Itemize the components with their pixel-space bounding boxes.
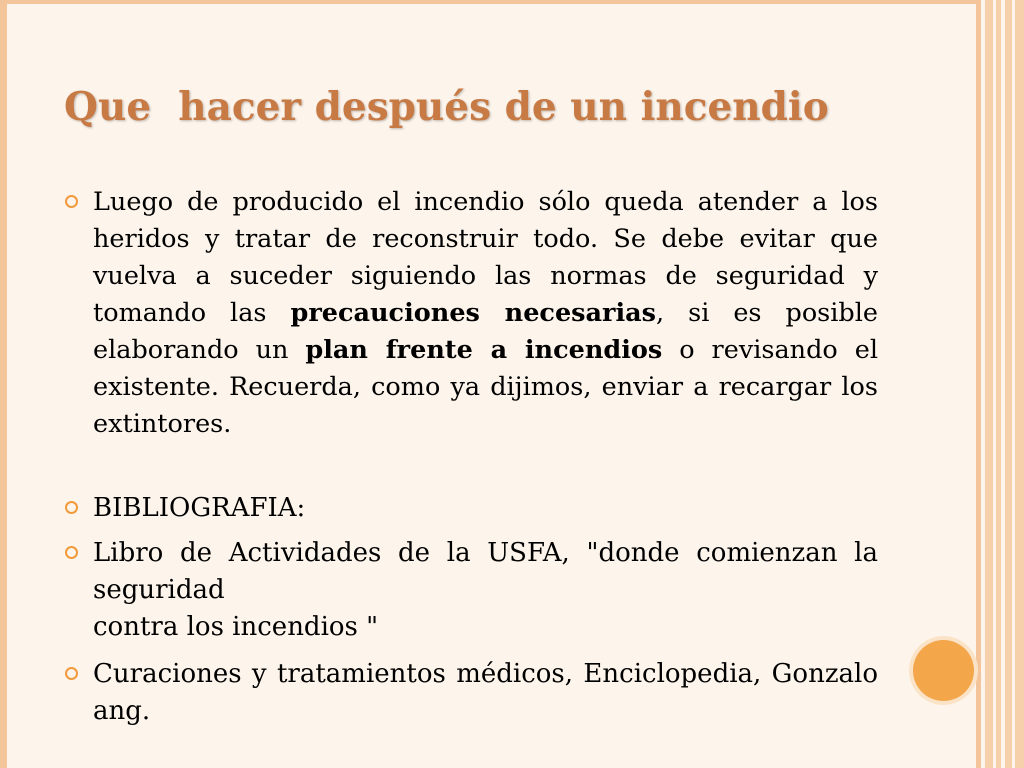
decorative-stripe — [1015, 0, 1024, 768]
slide-title: Que hacer después de un incendio — [64, 84, 829, 130]
bullet-marker-icon — [65, 667, 78, 680]
paragraph-text-3: o revisando el existente. Recuerda, como ya dijimos, enviar a recargar los extintores. — [93, 335, 878, 439]
paragraph-text-1: Luego de producido el incendio sólo queda atender a los heridos y tratar de reconstruir todo. Se debe evitar que vuelva a suceder siguiendo las normas de seguridad y tomando las — [93, 187, 878, 328]
bibliography-entry-1-line-2: contra los incendios " — [93, 612, 379, 642]
bullet-marker-icon — [65, 546, 78, 559]
bibliography-entry-1-line-1: Libro de Actividades de la USFA, "donde comienzan la seguridad — [93, 538, 878, 605]
paragraph-bold-precautions: precauciones necesarias — [290, 298, 657, 328]
bibliography-entry-1 — [64, 535, 878, 646]
decorative-circle — [913, 640, 974, 701]
slide-content — [64, 184, 878, 730]
bibliography-entry-2-text: Curaciones y tratamientos médicos, Enciclopedia, Gonzalo ang. — [93, 659, 878, 726]
bibliography-heading-text: BIBLIOGRAFIA: — [93, 493, 306, 523]
bibliography-entry-2 — [64, 656, 878, 730]
paragraph-bold-plan: plan frente a incendios — [305, 335, 663, 365]
spacer — [64, 443, 878, 490]
bullet-paragraph — [64, 184, 878, 443]
left-border — [0, 0, 7, 768]
top-border — [0, 0, 978, 4]
bullet-marker-icon — [65, 501, 78, 514]
bibliography-heading — [64, 490, 878, 527]
paragraph-text-2: , si es posible elaborando un — [93, 298, 878, 365]
decorative-stripe — [985, 0, 993, 768]
decorative-stripe — [1005, 0, 1012, 768]
right-border — [976, 0, 981, 768]
bullet-marker-icon — [65, 195, 78, 208]
decorative-stripe — [996, 0, 1001, 768]
